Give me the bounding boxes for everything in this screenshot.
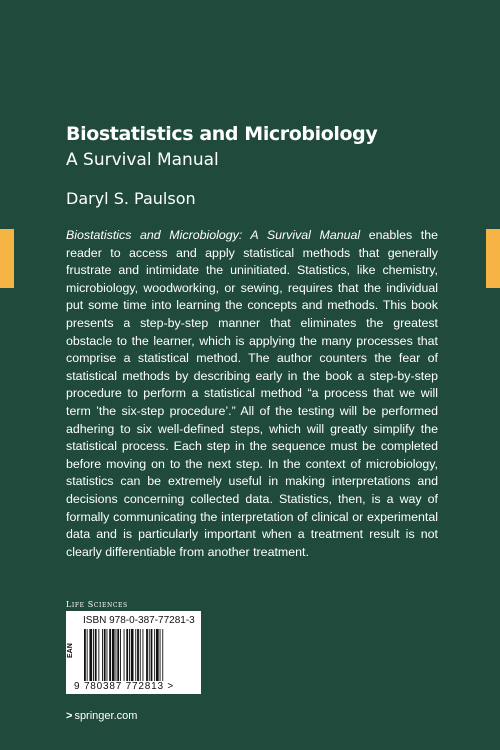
barcode-bar (137, 629, 139, 681)
barcode-bar (156, 629, 159, 681)
description-body: enables the reader to access and apply statistical methods that generally frustrate and intimidate the uninitiated. Statistics, like chemistry, microbiology, woodworking, or sewing, requires that the individual put some time into learning the concepts and methods. This book presents a step-by-step manner that eliminates the greatest obstacle to the learner, which is applying the many processes that comprise a statistical method. The author counters the fear of statistical methods by describing early in the book a step-by-step procedure to perform a statistical method “a process that we will term ’the six-step procedure’.” All of the testing will be performed adhering to six well-defined steps, which will greatly simplify the statistical process. Each step in the sequence must be completed before moving on to the next step. In the context of microbiology, statistics can be extremely useful in making interpretations and decisions concerning collected data. Statistics, then, is a way of formally communicating the interpretation of clinical or experimental data and is particularly important when a treatment result is not clearly differentiable from another treatment. (66, 228, 438, 559)
barcode-bar (162, 629, 163, 681)
barcode-bar (131, 629, 134, 681)
springer-link[interactable] (66, 710, 137, 722)
barcode-bar (93, 629, 94, 681)
barcode-bar (151, 629, 153, 681)
barcode-bar (129, 629, 130, 681)
barcode-bar (126, 629, 128, 681)
barcode-bar (112, 629, 115, 681)
link-arrow-icon: > (66, 710, 73, 722)
barcode-bar (149, 629, 150, 681)
barcode-bar (104, 629, 106, 681)
barcode-bar (116, 629, 117, 681)
barcode-bar (87, 629, 88, 681)
book-title: Biostatistics and Microbiology (66, 123, 378, 145)
accent-tab-right (486, 229, 500, 288)
barcode-bars (83, 629, 195, 681)
barcode-bar (102, 629, 103, 681)
link-text: springer.com (74, 710, 138, 722)
barcode-bar (124, 629, 125, 681)
barcode-bar (107, 629, 108, 681)
barcode-bar (146, 629, 148, 681)
barcode-bar (120, 629, 121, 681)
ean-label: EAN (67, 643, 74, 659)
barcode-box (66, 611, 201, 694)
barcode-bar (117, 629, 119, 681)
barcode-digits: 9 780387 772813 > (74, 681, 175, 692)
barcode-bar (95, 629, 97, 681)
barcode-bar (143, 629, 144, 681)
book-author: Daryl S. Paulson (66, 189, 196, 208)
barcode-bar (135, 629, 136, 681)
description-italic-title: Biostatistics and Microbiology: A Survival Manual (66, 228, 361, 242)
barcode-bar (98, 629, 99, 681)
series-label: Life Sciences (66, 600, 128, 609)
book-description (66, 227, 438, 561)
barcode-bar (89, 629, 92, 681)
barcode-bar (160, 629, 161, 681)
accent-tab-left (0, 229, 14, 288)
isbn-text: ISBN 978-0-387-77281-3 (83, 615, 195, 626)
barcode-bar (154, 629, 155, 681)
barcode-bar (140, 629, 141, 681)
book-subtitle: A Survival Manual (66, 150, 219, 170)
barcode-bar (84, 629, 86, 681)
barcode-bar (109, 629, 111, 681)
